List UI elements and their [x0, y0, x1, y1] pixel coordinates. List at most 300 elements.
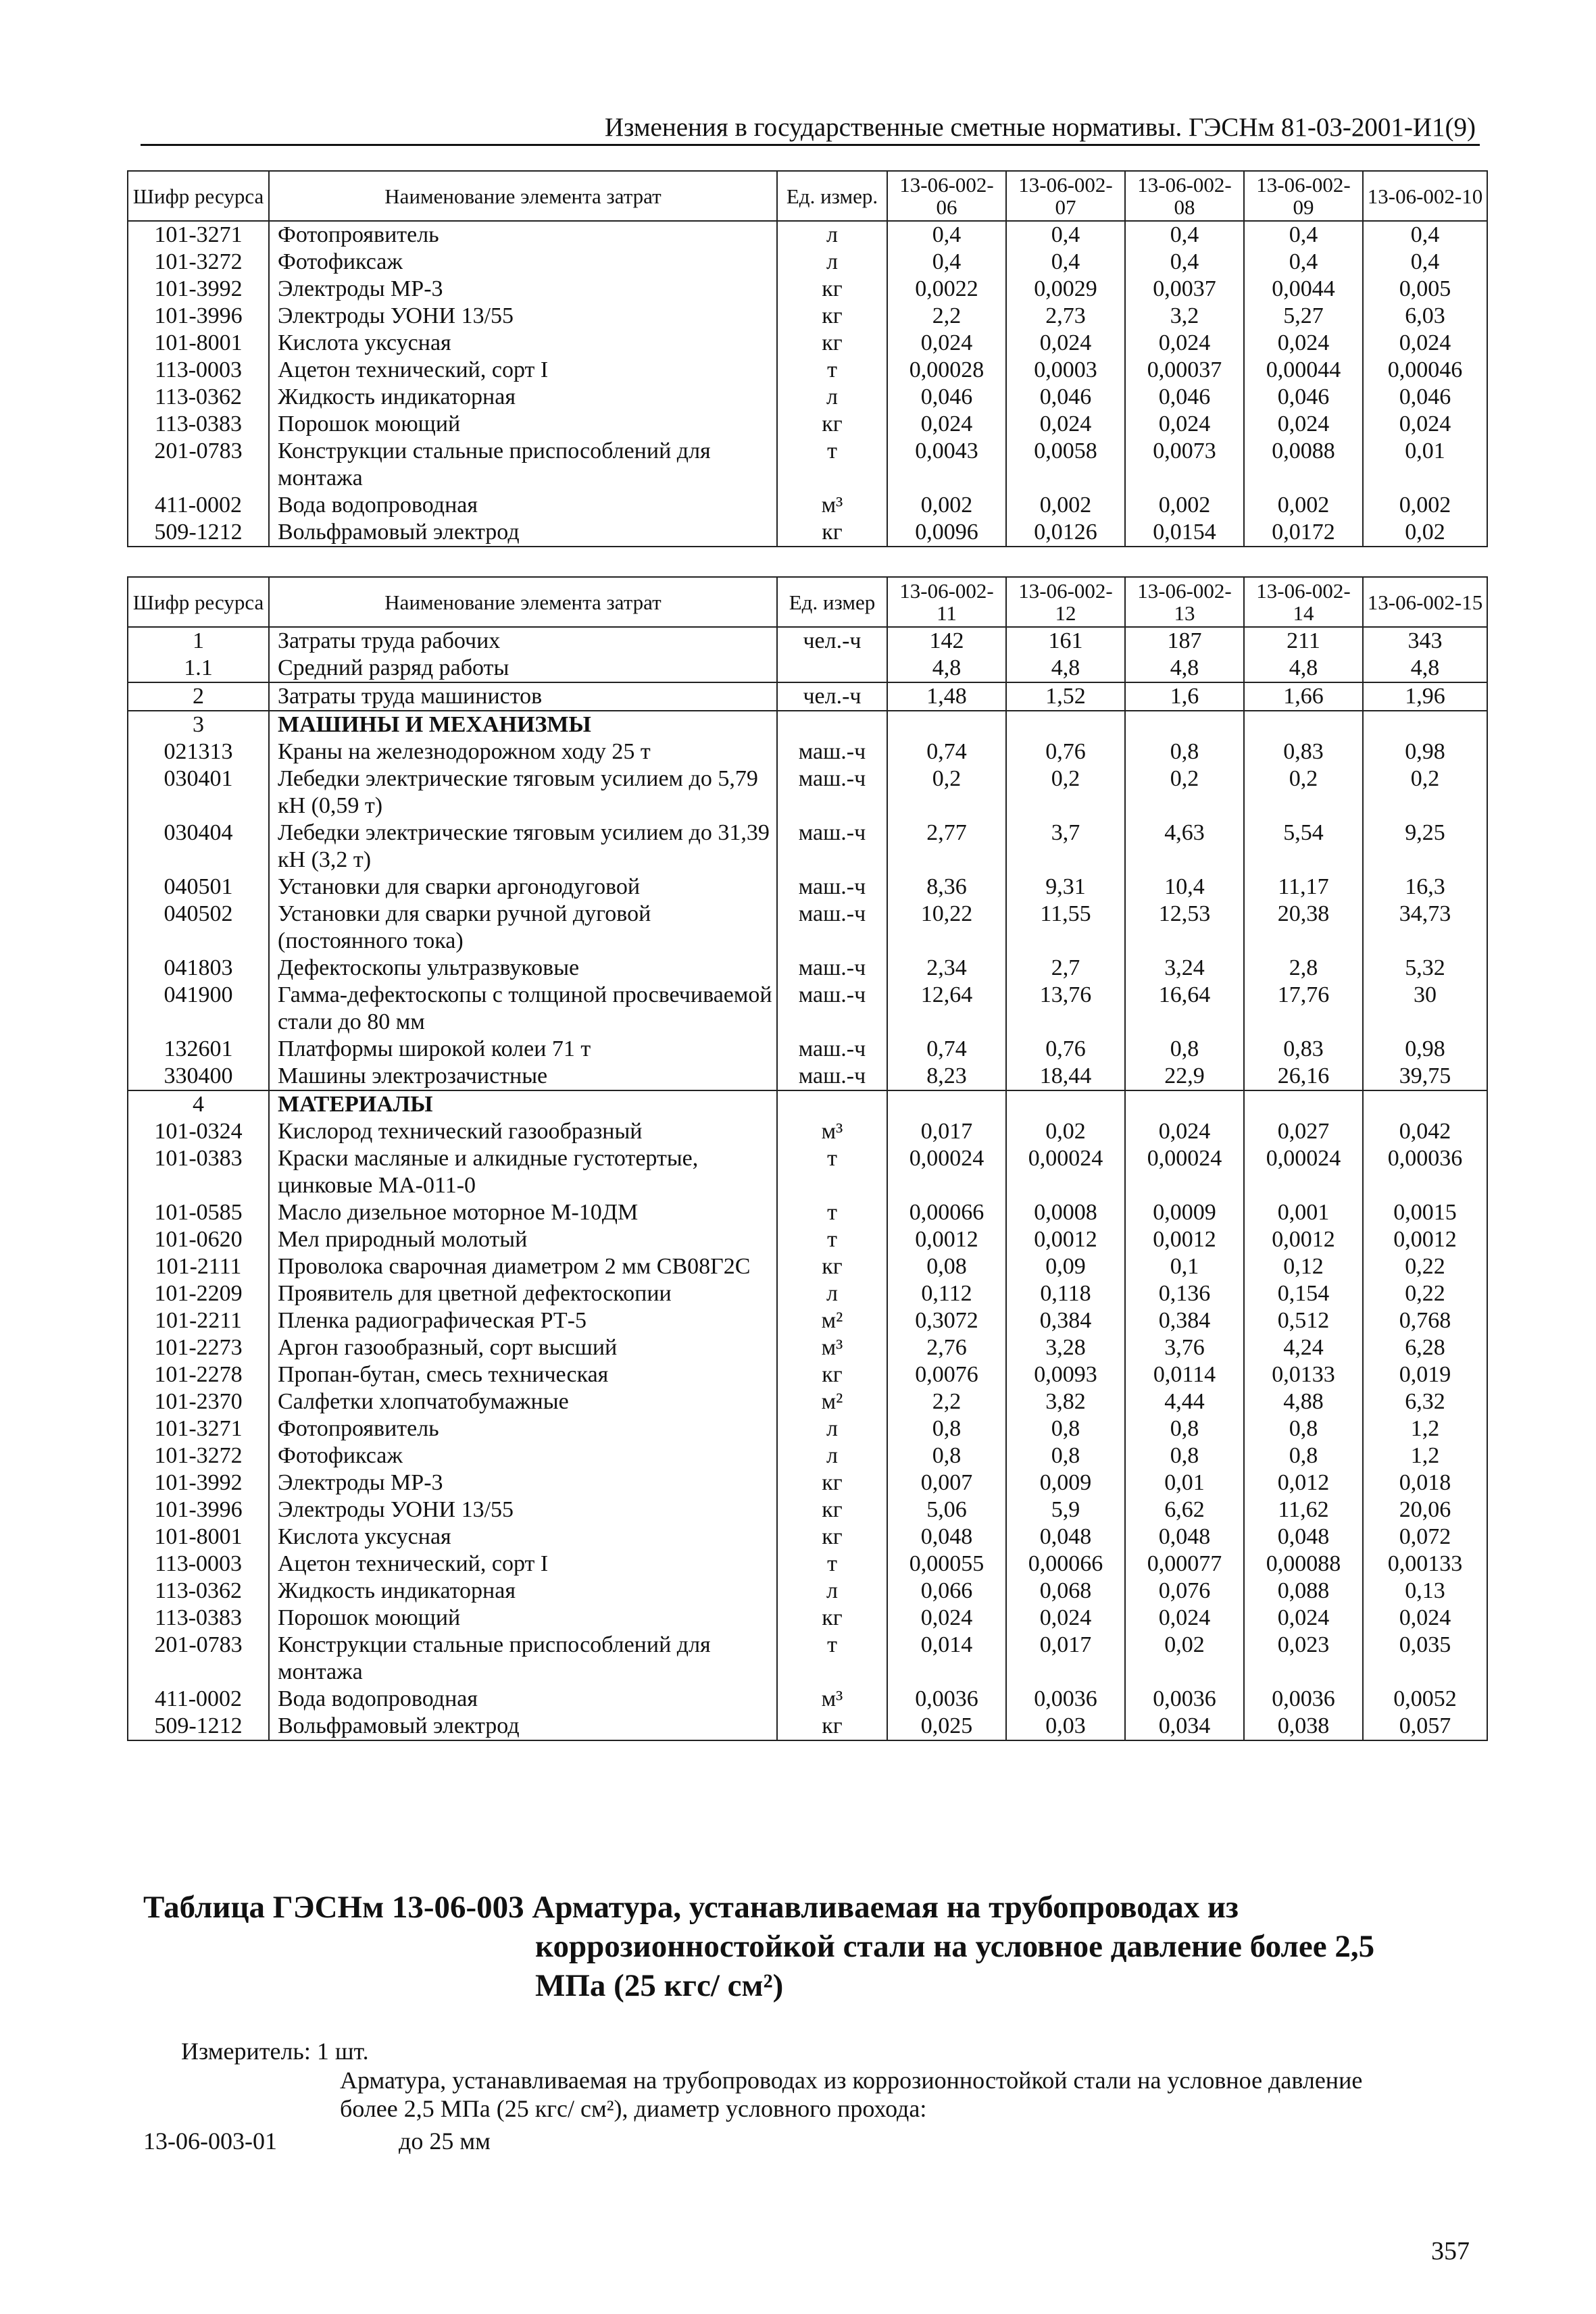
resource-value: 6,03 [1363, 303, 1487, 330]
resource-value: 0,74 [887, 738, 1006, 765]
resource-name: Вода водопроводная [269, 492, 777, 519]
resource-table-2 [127, 576, 1488, 1741]
resource-value: 0,0058 [1006, 438, 1125, 492]
header-col: 13-06-002-14 [1244, 577, 1363, 627]
resource-value: 0,768 [1363, 1307, 1487, 1334]
resource-unit: кг [777, 1496, 887, 1524]
resource-value: 0,024 [887, 330, 1006, 357]
resource-name: Жидкость индикаторная [269, 384, 777, 411]
item-code: 13-06-003-01 [143, 2128, 277, 2155]
resource-value: 0,038 [1244, 1713, 1363, 1740]
resource-value: 34,73 [1363, 901, 1487, 955]
resource-name: Установки для сварки ручной дуговой (постоянного тока) [269, 901, 777, 955]
resource-name: Фотопроявитель [269, 221, 777, 249]
resource-value: 0,00077 [1125, 1551, 1244, 1578]
resource-code: 101-3272 [128, 249, 269, 276]
resource-value: 1,66 [1244, 682, 1363, 711]
resource-value: 0,048 [1244, 1524, 1363, 1551]
table-row [128, 303, 1487, 330]
resource-value: 5,27 [1244, 303, 1363, 330]
resource-value: 1,96 [1363, 682, 1487, 711]
header-name: Наименование элемента затрат [269, 171, 777, 221]
resource-value: 0,0012 [887, 1226, 1006, 1253]
resource-name: Ацетон технический, сорт I [269, 357, 777, 384]
resource-code: 113-0383 [128, 411, 269, 438]
resource-code: 4 [128, 1090, 269, 1118]
resource-value: 9,31 [1006, 874, 1125, 901]
resource-name: Пропан-бутан, смесь техническая [269, 1361, 777, 1388]
resource-value: 6,32 [1363, 1388, 1487, 1415]
resource-value: 0,22 [1363, 1280, 1487, 1307]
resource-value: 0,12 [1244, 1253, 1363, 1280]
table-row [128, 1226, 1487, 1253]
resource-name: Электроды МР-3 [269, 276, 777, 303]
resource-value: 0,076 [1125, 1578, 1244, 1605]
resource-value: 0,046 [1363, 384, 1487, 411]
table-row [128, 1551, 1487, 1578]
resource-value [1125, 711, 1244, 738]
resource-unit: маш.-ч [777, 1063, 887, 1090]
resource-value: 0,0036 [1006, 1686, 1125, 1713]
resource-value: 0,1 [1125, 1253, 1244, 1280]
resource-value: 0,02 [1125, 1632, 1244, 1686]
resource-value: 0,02 [1363, 519, 1487, 547]
resource-value: 6,62 [1125, 1496, 1244, 1524]
resource-value: 0,024 [1006, 1605, 1125, 1632]
table-row [128, 221, 1487, 249]
resource-name: Затраты труда машинистов [269, 682, 777, 711]
resource-value: 0,13 [1363, 1578, 1487, 1605]
resource-code: 201-0783 [128, 1632, 269, 1686]
table-row [128, 1280, 1487, 1307]
resource-unit: т [777, 357, 887, 384]
table-row [128, 820, 1487, 874]
resource-name: Вольфрамовый электрод [269, 1713, 777, 1740]
resource-value: 0,3072 [887, 1307, 1006, 1334]
resource-unit: кг [777, 1713, 887, 1740]
resource-value: 0,4 [1125, 221, 1244, 249]
table-row [128, 249, 1487, 276]
resource-name: Затраты труда рабочих [269, 627, 777, 655]
resource-value: 0,0154 [1125, 519, 1244, 547]
resource-value: 11,17 [1244, 874, 1363, 901]
resource-value: 0,4 [1006, 221, 1125, 249]
resource-code: 101-0324 [128, 1118, 269, 1145]
resource-value: 0,007 [887, 1469, 1006, 1496]
resource-code: 101-8001 [128, 1524, 269, 1551]
resource-value: 3,82 [1006, 1388, 1125, 1415]
resource-value [887, 711, 1006, 738]
resource-unit: кг [777, 276, 887, 303]
resource-value: 0,8 [1244, 1415, 1363, 1442]
resource-name: Платформы широкой колеи 71 т [269, 1036, 777, 1063]
table-row [128, 1145, 1487, 1199]
resource-value: 0,00055 [887, 1551, 1006, 1578]
section-title [143, 1888, 1481, 2005]
table-row [128, 519, 1487, 547]
resource-code: 411-0002 [128, 1686, 269, 1713]
resource-name: Конструкции стальные приспособлений для монтажа [269, 1632, 777, 1686]
header-unit: Ед. измер. [777, 171, 887, 221]
resource-table-1 [127, 170, 1488, 547]
resource-unit: чел.-ч [777, 627, 887, 655]
table-row [128, 276, 1487, 303]
resource-value: 0,0036 [887, 1686, 1006, 1713]
resource-value [1125, 1090, 1244, 1118]
resource-value: 0,22 [1363, 1253, 1487, 1280]
page-header [141, 108, 1480, 146]
section-title-line-1: Таблица ГЭСНм 13-06-003 Арматура, устанавливаемая на трубопроводах из [143, 1890, 1239, 1925]
resource-code: 101-2111 [128, 1253, 269, 1280]
resource-value: 0,4 [1244, 249, 1363, 276]
resource-value: 0,024 [887, 1605, 1006, 1632]
resource-code: 101-3271 [128, 221, 269, 249]
resource-value: 0,046 [1125, 384, 1244, 411]
resource-value: 0,014 [887, 1632, 1006, 1686]
resource-value: 0,8 [1006, 1415, 1125, 1442]
resource-value: 2,2 [887, 303, 1006, 330]
resource-name: Электроды УОНИ 13/55 [269, 1496, 777, 1524]
resource-value: 3,76 [1125, 1334, 1244, 1361]
resource-value: 0,8 [1125, 1415, 1244, 1442]
resource-code: 113-0362 [128, 1578, 269, 1605]
resource-value: 4,8 [887, 655, 1006, 682]
resource-value: 0,08 [887, 1253, 1006, 1280]
resource-value: 0,118 [1006, 1280, 1125, 1307]
resource-code: 2 [128, 682, 269, 711]
resource-value: 0,024 [1363, 1605, 1487, 1632]
resource-value: 0,384 [1006, 1307, 1125, 1334]
resource-code: 113-0003 [128, 1551, 269, 1578]
resource-value: 5,9 [1006, 1496, 1125, 1524]
resource-code: 113-0362 [128, 384, 269, 411]
resource-value: 0,4 [887, 249, 1006, 276]
resource-value: 1,2 [1363, 1415, 1487, 1442]
resource-value: 0,4 [887, 221, 1006, 249]
resource-code: 101-2273 [128, 1334, 269, 1361]
resource-unit: м² [777, 1388, 887, 1415]
resource-value: 0,023 [1244, 1632, 1363, 1686]
resource-value: 0,8 [1244, 1442, 1363, 1469]
resource-unit [777, 711, 887, 738]
resource-name: Салфетки хлопчатобумажные [269, 1388, 777, 1415]
resource-unit: т [777, 1199, 887, 1226]
resource-value: 0,83 [1244, 1036, 1363, 1063]
resource-value [887, 1090, 1006, 1118]
resource-code: 509-1212 [128, 1713, 269, 1740]
resource-value: 0,0133 [1244, 1361, 1363, 1388]
table-row [128, 1442, 1487, 1469]
resource-name: МАТЕРИАЛЫ [269, 1090, 777, 1118]
resource-code: 3 [128, 711, 269, 738]
resource-name: Краски масляные и алкидные густотертые, цинковые МА-011-0 [269, 1145, 777, 1199]
resource-name: Лебедки электрические тяговым усилием до 5,79 кН (0,59 т) [269, 765, 777, 820]
resource-name: Вольфрамовый электрод [269, 519, 777, 547]
resource-value: 0,0012 [1006, 1226, 1125, 1253]
resource-value [1244, 1090, 1363, 1118]
resource-value: 0,012 [1244, 1469, 1363, 1496]
resource-unit: м³ [777, 492, 887, 519]
resource-value: 0,072 [1363, 1524, 1487, 1551]
resource-value: 10,22 [887, 901, 1006, 955]
resource-unit: т [777, 1226, 887, 1253]
resource-value: 0,00066 [1006, 1551, 1125, 1578]
resource-code: 030401 [128, 765, 269, 820]
resource-value: 0,002 [887, 492, 1006, 519]
resource-value: 0,8 [1125, 1442, 1244, 1469]
table-row [128, 1469, 1487, 1496]
resource-value: 0,0022 [887, 276, 1006, 303]
resource-name: МАШИНЫ И МЕХАНИЗМЫ [269, 711, 777, 738]
section-row [128, 1090, 1487, 1118]
resource-value: 0,76 [1006, 1036, 1125, 1063]
resource-value: 0,046 [1244, 384, 1363, 411]
resource-name: Мел природный молотый [269, 1226, 777, 1253]
resource-name: Гамма-дефектоскопы с толщиной просвечиваемой стали до 80 мм [269, 982, 777, 1036]
resource-value: 0,024 [1125, 1605, 1244, 1632]
resource-value: 0,00036 [1363, 1145, 1487, 1199]
resource-name: Краны на железнодорожном ходу 25 т [269, 738, 777, 765]
resource-value: 0,4 [1006, 249, 1125, 276]
resource-code: 030404 [128, 820, 269, 874]
resource-value: 0,112 [887, 1280, 1006, 1307]
table-row [128, 1253, 1487, 1280]
resource-value: 6,28 [1363, 1334, 1487, 1361]
resource-code: 113-0003 [128, 357, 269, 384]
table-row [128, 1713, 1487, 1740]
page-number: 357 [1431, 2237, 1470, 2265]
resource-value: 2,73 [1006, 303, 1125, 330]
resource-value: 16,64 [1125, 982, 1244, 1036]
resource-value: 4,8 [1244, 655, 1363, 682]
resource-code: 101-0585 [128, 1199, 269, 1226]
table-row [128, 1578, 1487, 1605]
resource-value: 0,0012 [1363, 1226, 1487, 1253]
resource-name: Электроды МР-3 [269, 1469, 777, 1496]
resource-value: 0,002 [1125, 492, 1244, 519]
resource-code: 201-0783 [128, 438, 269, 492]
resource-value: 4,8 [1006, 655, 1125, 682]
resource-value: 0,017 [1006, 1632, 1125, 1686]
resource-name: Порошок моющий [269, 411, 777, 438]
resource-code: 113-0383 [128, 1605, 269, 1632]
resource-unit: т [777, 1632, 887, 1686]
table-row [128, 1063, 1487, 1090]
resource-unit [777, 1090, 887, 1118]
resource-code: 101-0383 [128, 1145, 269, 1199]
resource-value: 22,9 [1125, 1063, 1244, 1090]
resource-value: 0,00066 [887, 1199, 1006, 1226]
header-col: 13-06-002-10 [1363, 171, 1487, 221]
resource-value: 26,16 [1244, 1063, 1363, 1090]
resource-value: 0,027 [1244, 1118, 1363, 1145]
resource-unit: кг [777, 1253, 887, 1280]
resource-value: 161 [1006, 627, 1125, 655]
resource-unit: м² [777, 1307, 887, 1334]
resource-code: 101-2278 [128, 1361, 269, 1388]
resource-code: 101-3992 [128, 1469, 269, 1496]
resource-value: 211 [1244, 627, 1363, 655]
resource-value: 0,0012 [1125, 1226, 1244, 1253]
header-col: 13-06-002-15 [1363, 577, 1487, 627]
resource-unit: кг [777, 411, 887, 438]
resource-value: 0,4 [1125, 249, 1244, 276]
resource-value: 0,002 [1244, 492, 1363, 519]
resource-value: 0,0073 [1125, 438, 1244, 492]
resource-value: 0,8 [1125, 738, 1244, 765]
table-row [128, 765, 1487, 820]
resource-unit: л [777, 249, 887, 276]
resource-value: 0,017 [887, 1118, 1006, 1145]
resource-value: 0,0172 [1244, 519, 1363, 547]
resource-value: 0,0093 [1006, 1361, 1125, 1388]
resource-value: 0,088 [1244, 1578, 1363, 1605]
resource-unit: кг [777, 303, 887, 330]
resource-name: Пленка радиографическая РТ-5 [269, 1307, 777, 1334]
resource-value: 0,00024 [887, 1145, 1006, 1199]
resource-unit: кг [777, 1524, 887, 1551]
header-unit: Ед. измер [777, 577, 887, 627]
resource-value: 0,00044 [1244, 357, 1363, 384]
resource-unit: л [777, 1415, 887, 1442]
resource-value: 0,001 [1244, 1199, 1363, 1226]
resource-value: 0,83 [1244, 738, 1363, 765]
resource-value: 0,068 [1006, 1578, 1125, 1605]
resource-value: 3,28 [1006, 1334, 1125, 1361]
resource-value: 0,002 [1363, 492, 1487, 519]
resource-code: 101-2211 [128, 1307, 269, 1334]
resource-value: 0,00024 [1006, 1145, 1125, 1199]
resource-value: 0,384 [1125, 1307, 1244, 1334]
resource-value: 3,7 [1006, 820, 1125, 874]
resource-value: 0,0096 [887, 519, 1006, 547]
resource-name: Кислород технический газообразный [269, 1118, 777, 1145]
resource-unit: маш.-ч [777, 765, 887, 820]
resource-name: Машины электрозачистные [269, 1063, 777, 1090]
resource-value: 8,36 [887, 874, 1006, 901]
resource-name: Дефектоскопы ультразвуковые [269, 955, 777, 982]
resource-value: 0,035 [1363, 1632, 1487, 1686]
resource-value: 0,0003 [1006, 357, 1125, 384]
header-col: 13-06-002-13 [1125, 577, 1244, 627]
resource-value [1363, 711, 1487, 738]
resource-value: 4,88 [1244, 1388, 1363, 1415]
resource-value: 0,024 [1006, 411, 1125, 438]
header-code: Шифр ресурса [128, 171, 269, 221]
resource-code: 330400 [128, 1063, 269, 1090]
resource-value: 0,8 [887, 1442, 1006, 1469]
table-row [128, 901, 1487, 955]
resource-value: 1,48 [887, 682, 1006, 711]
resource-value: 1,6 [1125, 682, 1244, 711]
resource-value: 0,019 [1363, 1361, 1487, 1388]
resource-value: 0,024 [1244, 411, 1363, 438]
resource-value: 2,34 [887, 955, 1006, 982]
header-name: Наименование элемента затрат [269, 577, 777, 627]
resource-code: 101-2209 [128, 1280, 269, 1307]
table1-body [128, 221, 1487, 547]
resource-value: 0,2 [887, 765, 1006, 820]
resource-value: 0,00046 [1363, 357, 1487, 384]
resource-value: 0,024 [1244, 1605, 1363, 1632]
resource-value: 0,98 [1363, 738, 1487, 765]
meter-text: Измеритель: 1 шт. [181, 2038, 369, 2065]
resource-value: 0,0126 [1006, 519, 1125, 547]
resource-name: Конструкции стальные приспособлений для монтажа [269, 438, 777, 492]
resource-value: 0,066 [887, 1578, 1006, 1605]
header-col: 13-06-002-09 [1244, 171, 1363, 221]
resource-unit: л [777, 1442, 887, 1469]
resource-value: 5,06 [887, 1496, 1006, 1524]
resource-unit: т [777, 438, 887, 492]
resource-value: 12,53 [1125, 901, 1244, 955]
table-row [128, 1334, 1487, 1361]
resource-code: 411-0002 [128, 492, 269, 519]
resource-value: 4,8 [1363, 655, 1487, 682]
item-text: до 25 мм [399, 2128, 491, 2155]
resource-unit: л [777, 384, 887, 411]
resource-value: 0,01 [1125, 1469, 1244, 1496]
resource-value: 11,62 [1244, 1496, 1363, 1524]
header-col: 13-06-002-06 [887, 171, 1006, 221]
resource-unit: кг [777, 1361, 887, 1388]
table-row [128, 982, 1487, 1036]
resource-unit: л [777, 221, 887, 249]
resource-name: Жидкость индикаторная [269, 1578, 777, 1605]
resource-value: 0,136 [1125, 1280, 1244, 1307]
resource-value: 0,042 [1363, 1118, 1487, 1145]
resource-name: Кислота уксусная [269, 1524, 777, 1551]
resource-name: Аргон газообразный, сорт высший [269, 1334, 777, 1361]
resource-value: 2,76 [887, 1334, 1006, 1361]
resource-value: 343 [1363, 627, 1487, 655]
resource-code: 021313 [128, 738, 269, 765]
resource-value: 0,0012 [1244, 1226, 1363, 1253]
resource-value: 0,4 [1244, 221, 1363, 249]
resource-value: 0,024 [1125, 330, 1244, 357]
resource-value: 0,046 [887, 384, 1006, 411]
resource-value: 187 [1125, 627, 1244, 655]
resource-value: 0,048 [1006, 1524, 1125, 1551]
header-code: Шифр ресурса [128, 577, 269, 627]
table-row [128, 492, 1487, 519]
resource-code: 101-3992 [128, 276, 269, 303]
resource-value: 10,4 [1125, 874, 1244, 901]
resource-unit: л [777, 1280, 887, 1307]
resource-value: 2,77 [887, 820, 1006, 874]
resource-value: 0,154 [1244, 1280, 1363, 1307]
resource-value: 0,0052 [1363, 1686, 1487, 1713]
resource-code: 101-3272 [128, 1442, 269, 1469]
resource-value: 0,046 [1006, 384, 1125, 411]
resource-value: 16,3 [1363, 874, 1487, 901]
resource-value: 0,0029 [1006, 276, 1125, 303]
resource-unit: м³ [777, 1334, 887, 1361]
resource-value: 5,54 [1244, 820, 1363, 874]
resource-value: 5,32 [1363, 955, 1487, 982]
resource-value: 0,0037 [1125, 276, 1244, 303]
resource-code: 040501 [128, 874, 269, 901]
resource-value: 0,034 [1125, 1713, 1244, 1740]
table-row [128, 955, 1487, 982]
resource-value: 0,024 [887, 411, 1006, 438]
section-title-line-3: МПа (25 кгс/ см²) [535, 1968, 784, 2003]
resource-value: 39,75 [1363, 1063, 1487, 1090]
resource-code: 101-2370 [128, 1388, 269, 1415]
resource-name: Средний разряд работы [269, 655, 777, 682]
resource-value: 0,0009 [1125, 1199, 1244, 1226]
table2-body [128, 627, 1487, 1740]
